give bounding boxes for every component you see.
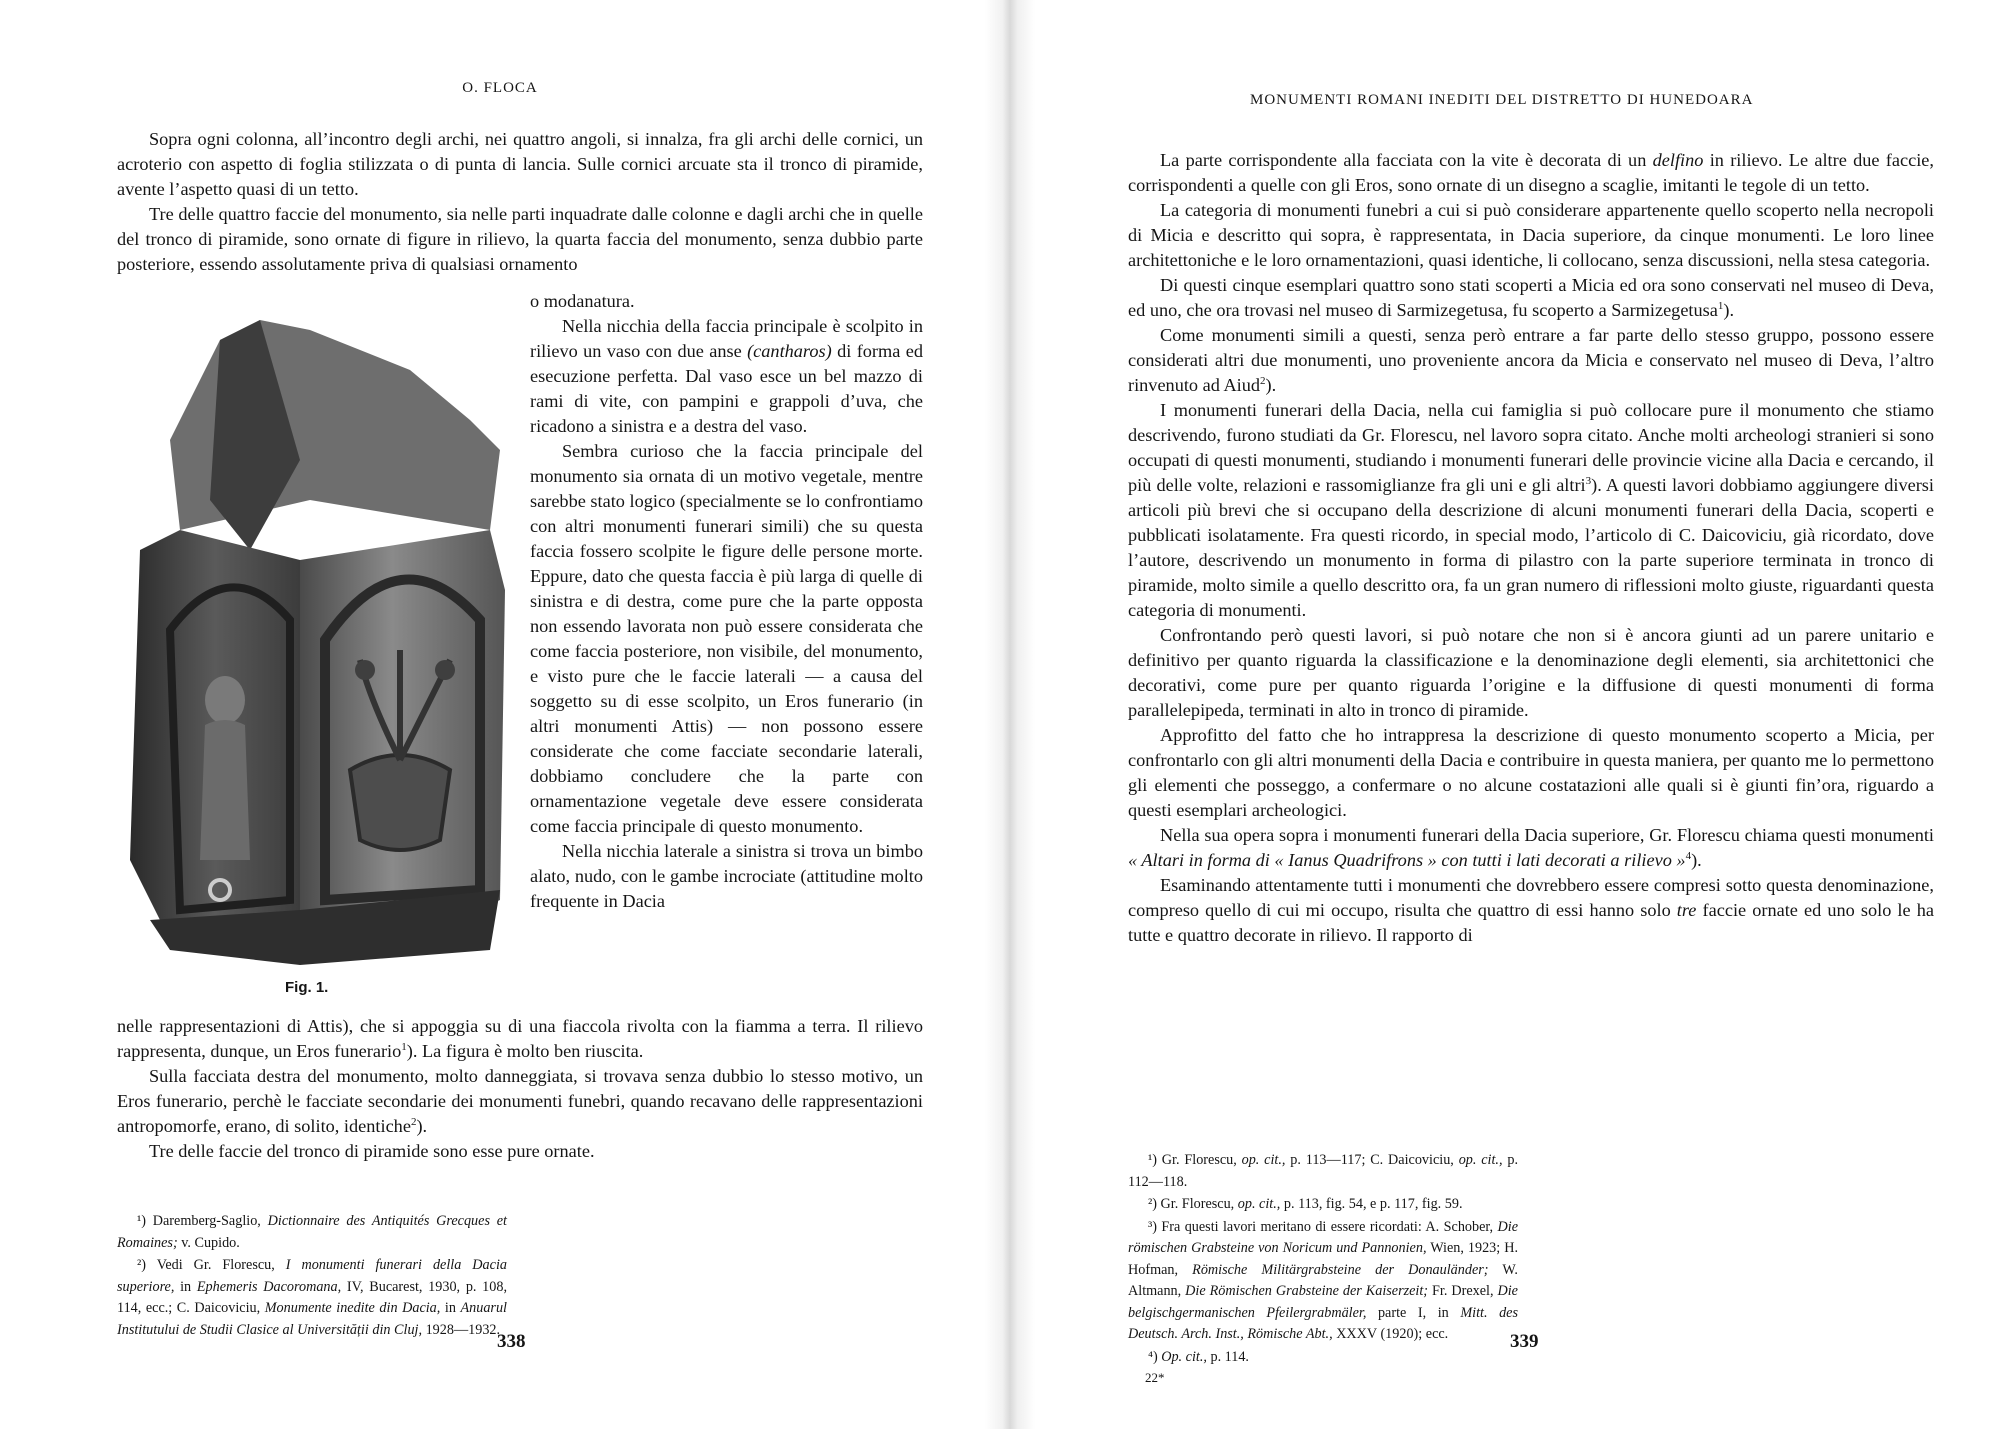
italic-term: (cantharos)	[747, 341, 832, 361]
footnote-ref: 1	[401, 1040, 407, 1053]
paragraph: Approfitto del fatto che ho intrappresa la descrizione di questo monumento scoperto a Micia, per confrontarlo con gli altri monumenti della Dacia e contribuire in questa maniera, per quanto me lo permettono gli elementi che posseggo, a confermare o no alcune costatazioni alle quali si è giunti fin’ora, riguardo a questi esemplari archeologici.	[1128, 725, 1934, 820]
text-run: di forma ed esecuzione perfetta. Dal vaso esce un bel mazzo di rami di vite, con pampini e grappoli d’uva, che ricadono a sinistra e a destra del vaso.	[530, 341, 923, 436]
paragraph: Sembra curioso che la faccia principale del monumento sia ornata di un motivo vegetale, mentre sarebbe stato logico (specialmente se lo confrontiamo con altri monumenti funerari simili) che su questa faccia fossero scolpite le figure delle persone morte. Eppure, dato che questa faccia è più larga di quelle di sinistra e di destra, come pure che la parte opposta non essendo lavorata non può essere considerata che come faccia posteriore, non visibile, del monumento, e visto pure che le faccie laterali — a causa del soggetto su di esse scolpito, un Eros funerario (in altri monumenti Attis) — non possono essere considerate che come facciate secondarie laterali, dobbiamo concludere che la parte con ornamentazione vegetale deve essere considerata come faccia principale di questo monumento.	[530, 441, 923, 836]
paragraph	[530, 314, 923, 439]
footnote-ref: 4	[1685, 849, 1692, 862]
bottom-text-block	[117, 1014, 923, 1164]
footnotes-col-1	[1128, 1150, 1518, 1369]
text-run: Nella nicchia della faccia principale è scolpito in rilievo un vaso con due anse	[530, 316, 923, 361]
footnote-ref: 3	[1585, 474, 1592, 487]
page-number-right: 339	[1510, 1331, 1539, 1352]
paragraph: La parte corrispondente alla facciata con la vite è decorata di un delfino in rilievo. Le altre due faccie, corrispondenti a quelle con gli Eros, sono ornate di un disegno a scaglie, imitanti le tegole di un tetto.	[1128, 150, 1934, 195]
paragraph: Sopra ogni colonna, all’incontro degli archi, nei quattro angoli, si innalza, fra gli archi delle cornici, un acroterio con aspetto di foglia stilizzata o di punta di lancia. Sulle cornici arcuate sta il tronco di piramide, avente l’aspetto quasi di un tetto.	[117, 129, 923, 199]
paragraph: Tre delle quattro faccie del monumento, sia nelle parti inquadrate dalle colonne e dagli archi che in quelle del tronco di piramide, sono ornate di figure in rilievo, la quarta faccia del monumento, senza dubbio parte posteriore, essendo assolutamente priva di qualsiasi ornamento	[117, 204, 923, 274]
text-run: ). La figura è molto ben riuscita.	[406, 1041, 644, 1061]
running-head-left: O. FLOCA	[462, 80, 538, 96]
paragraph: Esaminando attentamente tutti i monumenti che dovrebbero essere compresi sotto questa denominazione, compreso quello di cui mi occupo, risulta che quattro di essi hanno solo tre faccie ornate ed uno solo le ha tutte e quattro decorate in rilievo. Il rapporto di	[1128, 875, 1934, 945]
figure-caption: Fig. 1.	[285, 979, 329, 996]
paragraph: Confrontando però questi lavori, si può notare che non si è ancora giunti ad un parere unitario e definitivo per quanto riguarda la classificazione e la denominazione degli elementi, sia architettonici che decorativi, come pure per quanto riguarda l’origine e la diffusione di questi monumenti di forma parallelepipeda, terminati in alto in tronco di piramide.	[1128, 625, 1934, 720]
paragraph: Come monumenti simili a questi, senza però entrare a far parte dello stesso gruppo, possono essere considerati altri due monumenti, uno proveniente ancora da Micia e conservato nel museo di Deva, l’altro rinvenuto ad Aiud$^2$).	[1128, 325, 1934, 395]
page-number-left: 338	[497, 1331, 526, 1352]
paragraph: I monumenti funerari della Dacia, nella cui famiglia si può collocare pure il monumento che stiamo descrivendo, furono studiati da Gr. Florescu, nel lavoro sopra citato. Anche molti archeologi stranieri si sono occupati di questi monumenti, studiando i monumenti funerari delle provincie vicine alla Dacia e cercando, il più delle volte, relazioni e rassomiglianze fra gli uni e gli altri$^3$). A questi lavori dobbiamo aggiungere diversi articoli più brevi che si occupano della descrizione di alcuni monumenti funerari della Dacia, scoperti e pubblicati isolatamente. Fra questi ricordo, in special modo, l’articolo di C. Daicoviciu, già ricordato, dove l’autore, descrivendo un monumento in forma di pilastro con la parte superiore terminata in tronco di piramide, molto simile a quello descritto ora, fa un gran numero di riflessioni molto giuste, riguardanti questa categoria di monumenti.	[1128, 400, 1934, 620]
monument-photograph	[110, 300, 510, 970]
page-339	[1000, 0, 2000, 1429]
top-text-block	[117, 127, 923, 277]
footnote-ref: 1	[1717, 299, 1724, 312]
paragraph	[117, 1064, 923, 1139]
footnote-1: ¹) Gr. Florescu, op. cit., p. 113—117; C. Daicoviciu, op. cit., p. 112—118.	[1128, 1152, 1518, 1190]
footnote-3: ³) Fra questi lavori meritano di essere ricordati: A. Schober, Die römischen Grabsteine von Noricum und Pannonien, Wien, 1923; H. Hofman, Römische Militärgrabsteine der Donauländer; W. Altmann, Die Römischen Grabsteine der Kaiserzeit; Fr. Drexel, Die belgischgermanischen Pfeilergrabmäler, parte I, in Mitt. des Deutsch. Arch. Inst., Römische Abt., XXXV (1920); ecc.	[1128, 1218, 1518, 1342]
paragraph-continuation: o modanatura.	[530, 291, 635, 311]
footnote-2: ²) Gr. Florescu, op. cit., p. 113, fig. 54, e p. 117, fig. 59.	[1148, 1196, 1463, 1212]
main-text-block	[1128, 148, 1934, 948]
paragraph: Nella sua opera sopra i monumenti funerari della Dacia superiore, Gr. Florescu chiama questi monumenti « Altari in forma di « Ianus Quadrifrons » con tutti i lati decorati a rilievo »$^4$).	[1128, 825, 1934, 870]
column-text-block	[530, 289, 923, 914]
footnote-ref: 2	[410, 1115, 417, 1128]
paragraph: La categoria di monumenti funebri a cui si può considerare appartenente quello scoperto nella necropoli di Micia e descritto qui sopra, è rappresentata, in Dacia superiore, da cinque monumenti. Le loro linee architettoniche e le loro ornamentazioni, quasi identiche, li collocano, senza discussioni, nella stesa categoria.	[1128, 200, 1934, 270]
text-run: nelle rappresentazioni di Attis), che si appoggia su di una fiaccola rivolta con la fiamma a terra. Il rilievo rappresenta, dunque, un Eros funerario	[117, 1016, 923, 1061]
footnotes-col-1	[117, 1211, 507, 1342]
paragraph-continuation	[117, 1014, 923, 1064]
footnote-ref: 2	[1260, 374, 1266, 387]
paragraph: Nella nicchia laterale a sinistra si trova un bimbo alato, nudo, con le gambe incrociate (attitudine molto frequente in Dacia	[530, 841, 923, 911]
footnote-4: ⁴) Op. cit., p. 114.	[1148, 1348, 1249, 1365]
running-head-right: MONUMENTI ROMANI INEDITI DEL DISTRETTO DI HUNEDOARA	[1250, 92, 1754, 108]
footnote-1: ¹) Daremberg-Saglio, Dictionnaire des Antiquités Grecques et Romaines; v. Cupido.	[117, 1213, 507, 1251]
text-run: Sulla facciata destra del monumento, molto danneggiata, si trovava senza dubbio lo stesso motivo, un Eros funerario, perchè le facciate secondarie dei monumenti funebri, quando recavano delle rappresentazioni antropomorfe, erano, di solito, identiche	[117, 1066, 923, 1136]
paragraph: Di questi cinque esemplari quattro sono stati scoperti a Micia ed ora sono conservati nel museo di Deva, ed uno, che ora trovasi nel museo di Sarmizegetusa, fu scoperto a Sarmizegetusa$^1$).	[1128, 275, 1934, 320]
paragraph: Tre delle faccie del tronco di piramide sono esse pure ornate.	[149, 1141, 595, 1161]
signature-mark: 22*	[1145, 1370, 1165, 1385]
text-run: ).	[416, 1116, 428, 1136]
footnote-2: ²) Vedi Gr. Florescu, I monumenti funerari della Dacia superiore, in Ephemeris Dacoromana, IV, Bucarest, 1930, p. 108, 114, ecc.; C. Daicoviciu, Monumente inedite din Dacia, in Anuarul Institutului de Studii Clasice al Universității din Cluj, 1928—1932.	[117, 1257, 507, 1338]
